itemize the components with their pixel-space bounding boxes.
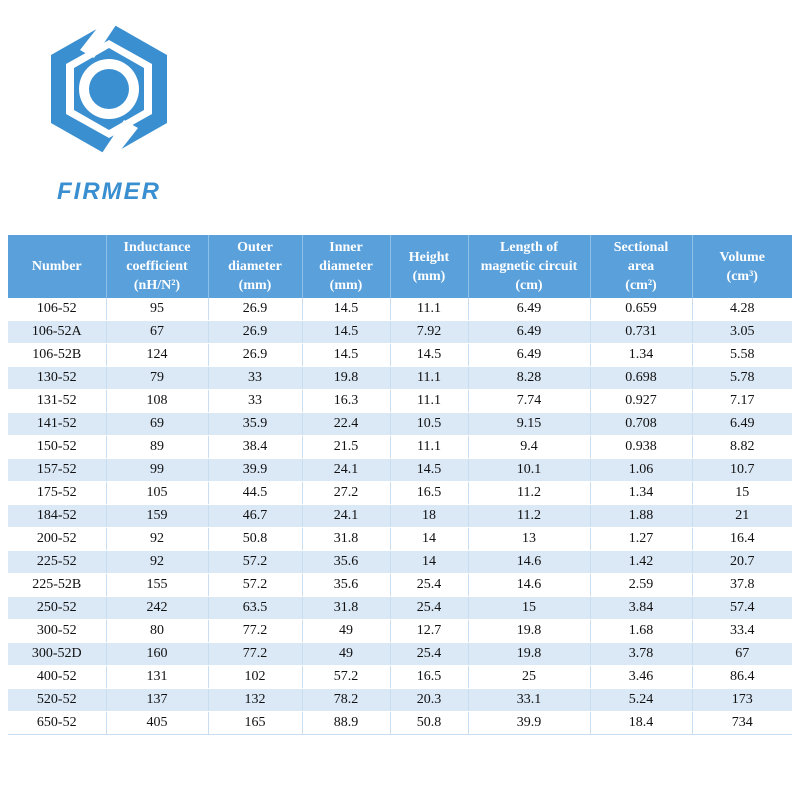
table-row bbox=[8, 528, 792, 551]
cell-sectional-area: 5.24 bbox=[590, 689, 692, 712]
column-header-line: Volume bbox=[719, 249, 765, 265]
table-row bbox=[8, 597, 792, 620]
cell-outer-diameter: 165 bbox=[208, 712, 302, 735]
cell-height: 11.1 bbox=[390, 367, 468, 390]
cell-inner-diameter: 27.2 bbox=[302, 482, 390, 505]
cell-inner-diameter: 22.4 bbox=[302, 413, 390, 436]
cell-volume: 6.49 bbox=[692, 413, 792, 436]
cell-inner-diameter: 14.5 bbox=[302, 321, 390, 344]
column-header-line: area bbox=[627, 259, 655, 274]
cell-sectional-area: 0.927 bbox=[590, 390, 692, 413]
column-header-inner-diameter bbox=[302, 235, 390, 298]
brand-name: FIRMER bbox=[57, 178, 161, 205]
cell-number: 225-52 bbox=[8, 551, 106, 574]
cell-number: 150-52 bbox=[8, 436, 106, 459]
hexagon-logo-icon bbox=[44, 18, 174, 163]
column-header-line: Sectional bbox=[613, 240, 669, 255]
cell-inductance-coefficient: 155 bbox=[106, 574, 208, 597]
cell-outer-diameter: 132 bbox=[208, 689, 302, 712]
cell-magnetic-circuit-length: 9.4 bbox=[468, 436, 590, 459]
cell-magnetic-circuit-length: 7.74 bbox=[468, 390, 590, 413]
cell-inductance-coefficient: 405 bbox=[106, 712, 208, 735]
cell-inductance-coefficient: 92 bbox=[106, 528, 208, 551]
cell-inductance-coefficient: 69 bbox=[106, 413, 208, 436]
cell-height: 25.4 bbox=[390, 574, 468, 597]
cell-volume: 8.82 bbox=[692, 436, 792, 459]
cell-outer-diameter: 50.8 bbox=[208, 528, 302, 551]
table-header bbox=[8, 235, 792, 298]
cell-number: 300-52D bbox=[8, 643, 106, 666]
table-row bbox=[8, 620, 792, 643]
cell-sectional-area: 1.42 bbox=[590, 551, 692, 574]
table-row bbox=[8, 712, 792, 735]
cell-magnetic-circuit-length: 11.2 bbox=[468, 505, 590, 528]
cell-inner-diameter: 14.5 bbox=[302, 344, 390, 367]
cell-outer-diameter: 77.2 bbox=[208, 643, 302, 666]
column-header-line: Inductance bbox=[123, 240, 191, 255]
table-row bbox=[8, 505, 792, 528]
table-row bbox=[8, 390, 792, 413]
cell-volume: 5.78 bbox=[692, 367, 792, 390]
cell-inductance-coefficient: 108 bbox=[106, 390, 208, 413]
cell-volume: 57.4 bbox=[692, 597, 792, 620]
cell-inductance-coefficient: 79 bbox=[106, 367, 208, 390]
cell-height: 14 bbox=[390, 528, 468, 551]
cell-magnetic-circuit-length: 11.2 bbox=[468, 482, 590, 505]
cell-inner-diameter: 19.8 bbox=[302, 367, 390, 390]
cell-volume: 16.4 bbox=[692, 528, 792, 551]
table-row bbox=[8, 574, 792, 597]
cell-height: 20.3 bbox=[390, 689, 468, 712]
cell-volume: 10.7 bbox=[692, 459, 792, 482]
cell-height: 50.8 bbox=[390, 712, 468, 735]
column-header-line: (mm) bbox=[412, 268, 446, 284]
cell-inner-diameter: 24.1 bbox=[302, 505, 390, 528]
cell-inner-diameter: 35.6 bbox=[302, 551, 390, 574]
cell-sectional-area: 0.708 bbox=[590, 413, 692, 436]
cell-inner-diameter: 14.5 bbox=[302, 298, 390, 321]
cell-number: 130-52 bbox=[8, 367, 106, 390]
column-header-line: Number bbox=[31, 259, 82, 274]
column-header-line: (nH/N²) bbox=[133, 278, 181, 293]
cell-inductance-coefficient: 89 bbox=[106, 436, 208, 459]
cell-volume: 86.4 bbox=[692, 666, 792, 689]
cell-volume: 20.7 bbox=[692, 551, 792, 574]
cell-number: 520-52 bbox=[8, 689, 106, 712]
cell-inner-diameter: 31.8 bbox=[302, 597, 390, 620]
column-header-line: (mm) bbox=[329, 278, 363, 293]
cell-number: 225-52B bbox=[8, 574, 106, 597]
cell-magnetic-circuit-length: 6.49 bbox=[468, 298, 590, 321]
cell-height: 11.1 bbox=[390, 390, 468, 413]
cell-inner-diameter: 78.2 bbox=[302, 689, 390, 712]
table-row bbox=[8, 344, 792, 367]
cell-inductance-coefficient: 99 bbox=[106, 459, 208, 482]
cell-height: 12.7 bbox=[390, 620, 468, 643]
table-row bbox=[8, 482, 792, 505]
cell-number: 175-52 bbox=[8, 482, 106, 505]
cell-height: 16.5 bbox=[390, 482, 468, 505]
cell-inner-diameter: 88.9 bbox=[302, 712, 390, 735]
cell-number: 106-52B bbox=[8, 344, 106, 367]
table-row bbox=[8, 551, 792, 574]
table-row bbox=[8, 413, 792, 436]
cell-sectional-area: 3.78 bbox=[590, 643, 692, 666]
cell-inductance-coefficient: 159 bbox=[106, 505, 208, 528]
cell-volume: 15 bbox=[692, 482, 792, 505]
cell-outer-diameter: 33 bbox=[208, 390, 302, 413]
cell-number: 157-52 bbox=[8, 459, 106, 482]
cell-inner-diameter: 24.1 bbox=[302, 459, 390, 482]
column-header-magnetic-circuit-length bbox=[468, 235, 590, 298]
cell-number: 106-52 bbox=[8, 298, 106, 321]
cell-number: 650-52 bbox=[8, 712, 106, 735]
cell-number: 200-52 bbox=[8, 528, 106, 551]
cell-height: 14.5 bbox=[390, 344, 468, 367]
column-header-line: (cm²) bbox=[625, 278, 657, 293]
cell-sectional-area: 1.34 bbox=[590, 344, 692, 367]
cell-outer-diameter: 26.9 bbox=[208, 321, 302, 344]
cell-magnetic-circuit-length: 14.6 bbox=[468, 574, 590, 597]
cell-inductance-coefficient: 131 bbox=[106, 666, 208, 689]
cell-magnetic-circuit-length: 19.8 bbox=[468, 620, 590, 643]
cell-inner-diameter: 49 bbox=[302, 643, 390, 666]
cell-number: 106-52A bbox=[8, 321, 106, 344]
cell-magnetic-circuit-length: 6.49 bbox=[468, 344, 590, 367]
cell-inductance-coefficient: 67 bbox=[106, 321, 208, 344]
firmer-logo bbox=[34, 18, 184, 205]
cell-volume: 67 bbox=[692, 643, 792, 666]
cell-sectional-area: 18.4 bbox=[590, 712, 692, 735]
cell-inductance-coefficient: 80 bbox=[106, 620, 208, 643]
cell-magnetic-circuit-length: 19.8 bbox=[468, 643, 590, 666]
cell-outer-diameter: 38.4 bbox=[208, 436, 302, 459]
table-row bbox=[8, 689, 792, 712]
cell-sectional-area: 0.938 bbox=[590, 436, 692, 459]
cell-sectional-area: 0.659 bbox=[590, 298, 692, 321]
cell-height: 11.1 bbox=[390, 436, 468, 459]
cell-number: 250-52 bbox=[8, 597, 106, 620]
cell-sectional-area: 1.06 bbox=[590, 459, 692, 482]
cell-inductance-coefficient: 137 bbox=[106, 689, 208, 712]
cell-inductance-coefficient: 95 bbox=[106, 298, 208, 321]
cell-inner-diameter: 35.6 bbox=[302, 574, 390, 597]
cell-outer-diameter: 44.5 bbox=[208, 482, 302, 505]
cell-sectional-area: 0.698 bbox=[590, 367, 692, 390]
cell-height: 10.5 bbox=[390, 413, 468, 436]
cell-magnetic-circuit-length: 15 bbox=[468, 597, 590, 620]
cell-sectional-area: 1.34 bbox=[590, 482, 692, 505]
cell-magnetic-circuit-length: 10.1 bbox=[468, 459, 590, 482]
cell-inductance-coefficient: 242 bbox=[106, 597, 208, 620]
table-row bbox=[8, 321, 792, 344]
column-header-line: coefficient bbox=[126, 259, 188, 274]
table-row bbox=[8, 367, 792, 390]
column-header-number bbox=[8, 235, 106, 298]
cell-height: 25.4 bbox=[390, 643, 468, 666]
cell-volume: 7.17 bbox=[692, 390, 792, 413]
column-header-line: Height bbox=[408, 249, 450, 265]
cell-inner-diameter: 16.3 bbox=[302, 390, 390, 413]
cell-number: 184-52 bbox=[8, 505, 106, 528]
cell-sectional-area: 3.46 bbox=[590, 666, 692, 689]
column-header-height bbox=[390, 235, 468, 298]
cell-magnetic-circuit-length: 13 bbox=[468, 528, 590, 551]
cell-volume: 734 bbox=[692, 712, 792, 735]
column-header-volume bbox=[692, 235, 792, 298]
cell-magnetic-circuit-length: 39.9 bbox=[468, 712, 590, 735]
cell-number: 300-52 bbox=[8, 620, 106, 643]
table-row bbox=[8, 436, 792, 459]
header-row bbox=[8, 235, 792, 298]
column-header-outer-diameter bbox=[208, 235, 302, 298]
cell-sectional-area: 1.68 bbox=[590, 620, 692, 643]
cell-magnetic-circuit-length: 25 bbox=[468, 666, 590, 689]
cell-inductance-coefficient: 124 bbox=[106, 344, 208, 367]
column-header-sectional-area bbox=[590, 235, 692, 298]
cell-volume: 37.8 bbox=[692, 574, 792, 597]
column-header-line: Length of bbox=[500, 240, 558, 255]
column-header-line: (cm) bbox=[515, 278, 543, 293]
column-header-inductance-coefficient bbox=[106, 235, 208, 298]
cell-outer-diameter: 33 bbox=[208, 367, 302, 390]
table-row bbox=[8, 643, 792, 666]
cell-magnetic-circuit-length: 9.15 bbox=[468, 413, 590, 436]
cell-inner-diameter: 31.8 bbox=[302, 528, 390, 551]
cell-outer-diameter: 57.2 bbox=[208, 551, 302, 574]
cell-inductance-coefficient: 105 bbox=[106, 482, 208, 505]
cell-volume: 33.4 bbox=[692, 620, 792, 643]
cell-outer-diameter: 39.9 bbox=[208, 459, 302, 482]
cell-outer-diameter: 35.9 bbox=[208, 413, 302, 436]
cell-sectional-area: 3.84 bbox=[590, 597, 692, 620]
cell-magnetic-circuit-length: 33.1 bbox=[468, 689, 590, 712]
column-header-line: (cm³) bbox=[726, 268, 758, 284]
cell-magnetic-circuit-length: 8.28 bbox=[468, 367, 590, 390]
cell-height: 14.5 bbox=[390, 459, 468, 482]
cell-outer-diameter: 102 bbox=[208, 666, 302, 689]
cell-height: 16.5 bbox=[390, 666, 468, 689]
table-row bbox=[8, 666, 792, 689]
cell-height: 7.92 bbox=[390, 321, 468, 344]
cell-sectional-area: 2.59 bbox=[590, 574, 692, 597]
cell-number: 131-52 bbox=[8, 390, 106, 413]
cell-volume: 173 bbox=[692, 689, 792, 712]
cell-volume: 3.05 bbox=[692, 321, 792, 344]
column-header-line: magnetic circuit bbox=[480, 259, 578, 274]
cell-sectional-area: 1.27 bbox=[590, 528, 692, 551]
cell-number: 400-52 bbox=[8, 666, 106, 689]
cell-height: 25.4 bbox=[390, 597, 468, 620]
cell-height: 14 bbox=[390, 551, 468, 574]
cell-volume: 4.28 bbox=[692, 298, 792, 321]
cell-inductance-coefficient: 92 bbox=[106, 551, 208, 574]
cell-volume: 5.58 bbox=[692, 344, 792, 367]
column-header-line: (mm) bbox=[238, 278, 272, 293]
table-row bbox=[8, 298, 792, 321]
cell-inductance-coefficient: 160 bbox=[106, 643, 208, 666]
cell-outer-diameter: 77.2 bbox=[208, 620, 302, 643]
cell-inner-diameter: 57.2 bbox=[302, 666, 390, 689]
cell-magnetic-circuit-length: 6.49 bbox=[468, 321, 590, 344]
column-header-line: Inner bbox=[329, 240, 363, 255]
cell-outer-diameter: 26.9 bbox=[208, 344, 302, 367]
cell-outer-diameter: 63.5 bbox=[208, 597, 302, 620]
cell-sectional-area: 0.731 bbox=[590, 321, 692, 344]
cell-height: 11.1 bbox=[390, 298, 468, 321]
column-header-line: Outer bbox=[237, 240, 273, 255]
cell-outer-diameter: 57.2 bbox=[208, 574, 302, 597]
cell-sectional-area: 1.88 bbox=[590, 505, 692, 528]
column-header-line: diameter bbox=[228, 259, 282, 274]
table-row bbox=[8, 459, 792, 482]
specification-table bbox=[8, 235, 792, 735]
column-header-line: diameter bbox=[319, 259, 373, 274]
cell-inner-diameter: 21.5 bbox=[302, 436, 390, 459]
cell-inner-diameter: 49 bbox=[302, 620, 390, 643]
cell-outer-diameter: 46.7 bbox=[208, 505, 302, 528]
table-body bbox=[8, 298, 792, 735]
cell-number: 141-52 bbox=[8, 413, 106, 436]
cell-height: 18 bbox=[390, 505, 468, 528]
cell-outer-diameter: 26.9 bbox=[208, 298, 302, 321]
cell-volume: 21 bbox=[692, 505, 792, 528]
cell-magnetic-circuit-length: 14.6 bbox=[468, 551, 590, 574]
